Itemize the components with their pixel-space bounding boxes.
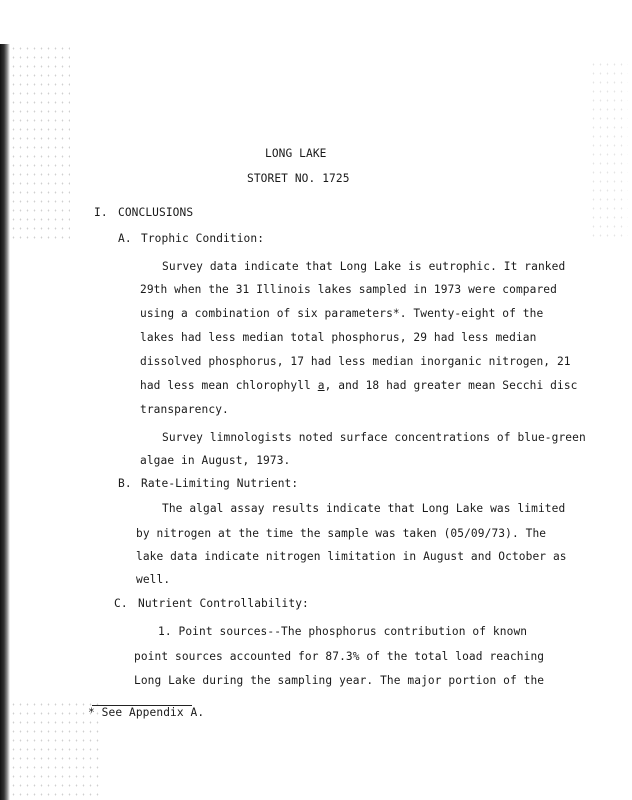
- subsection-b-heading: Rate-Limiting Nutrient:: [141, 477, 299, 490]
- scan-speckle: [10, 44, 70, 244]
- paragraph-line: transparency.: [140, 403, 229, 416]
- storet-number: STORET NO. 1725: [247, 172, 350, 185]
- section-heading: CONCLUSIONS: [118, 206, 194, 219]
- paragraph-line: well.: [136, 573, 171, 586]
- text-run: , and 18 had greater mean Secchi disc: [324, 379, 578, 392]
- section-number: I.: [94, 206, 108, 219]
- paragraph-line: 29th when the 31 Illinois lakes sampled in 1973 were compared: [140, 283, 557, 296]
- subsection-a-heading: Trophic Condition:: [141, 232, 265, 245]
- paragraph-line: using a combination of six parameters*. Twenty-eight of the: [140, 307, 544, 320]
- subsection-c-heading: Nutrient Controllability:: [138, 597, 309, 610]
- paragraph-line: Long Lake during the sampling year. The major portion of the: [134, 674, 545, 687]
- paragraph-line: Survey data indicate that Long Lake is eutrophic. It ranked: [162, 260, 566, 273]
- footnote: * See Appendix A.: [88, 706, 205, 719]
- text-run: had less mean chlorophyll: [140, 379, 318, 392]
- lake-title: LONG LAKE: [265, 147, 327, 160]
- paragraph-line: by nitrogen at the time the sample was taken (05/09/73). The: [136, 527, 547, 540]
- subsection-b-number: B.: [118, 477, 132, 490]
- subsection-a-number: A.: [118, 232, 132, 245]
- paragraph-line: Survey limnologists noted surface concentrations of blue-green: [162, 431, 586, 444]
- scan-speckle: [10, 700, 100, 800]
- paragraph-line: The algal assay results indicate that Long Lake was limited: [162, 502, 566, 515]
- paragraph-line: lake data indicate nitrogen limitation in August and October as: [136, 550, 567, 563]
- scan-speckle: [590, 60, 628, 240]
- underlined-variable: a: [317, 379, 325, 392]
- paragraph-line: 1. Point sources--The phosphorus contribution of known: [158, 625, 528, 638]
- paragraph-line: dissolved phosphorus, 17 had less median inorganic nitrogen, 21: [140, 355, 571, 368]
- paragraph-line: point sources accounted for 87.3% of the total load reaching: [134, 650, 545, 663]
- paragraph-line: algae in August, 1973.: [140, 454, 291, 467]
- subsection-c-number: C.: [114, 597, 128, 610]
- paragraph-line: lakes had less median total phosphorus, 29 had less median: [140, 331, 537, 344]
- paragraph-line: [140, 379, 578, 393]
- scan-edge-shadow: [0, 44, 10, 800]
